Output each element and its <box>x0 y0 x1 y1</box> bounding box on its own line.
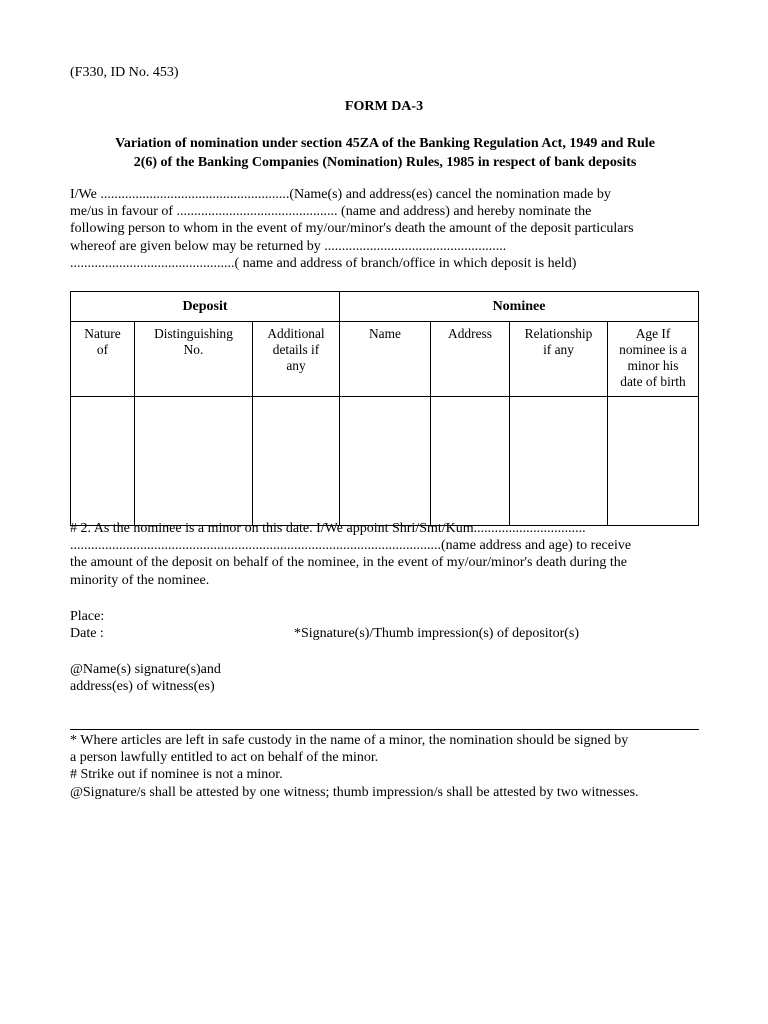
witness-line: @Name(s) signature(s)and <box>70 662 221 677</box>
footnote-line: # Strike out if nominee is not a minor. <box>70 767 283 783</box>
entry-nature-cell[interactable] <box>71 397 135 526</box>
entry-address-cell[interactable] <box>431 397 510 526</box>
footnote-line: @Signature/s shall be attested by one witness; thumb impression/s shall be attested by two witnesses. <box>70 784 639 800</box>
column-header-nature: Nature of <box>71 322 135 397</box>
paragraph-line: ..........................................................................................................(name address and age) to receive <box>70 538 632 554</box>
paragraph-line: the amount of the deposit on behalf of the nominee, in the event of my/our/minor's death during the <box>70 555 627 571</box>
guardian-paragraph <box>70 520 710 589</box>
heading-line: Variation of nomination under section 45ZA of the Banking Regulation Act, 1949 and Rule <box>115 136 655 151</box>
nominee-group-header: Nominee <box>340 292 699 322</box>
paragraph-line: I/We ......................................................(Name(s) and address(es) cancel the nomination made by <box>70 187 611 202</box>
entry-name-cell[interactable] <box>340 397 431 526</box>
deposit-nominee-table <box>70 291 699 526</box>
place-label: Place: <box>70 609 105 624</box>
column-header-distinguishing-no: Distinguishing No. <box>135 322 253 397</box>
nomination-paragraph <box>70 186 710 272</box>
form-heading <box>70 134 700 172</box>
footnotes <box>70 732 710 801</box>
witness-line: address(es) of witness(es) <box>70 679 215 694</box>
form-title: FORM DA-3 <box>344 99 424 114</box>
entry-additional-details-cell[interactable] <box>253 397 340 526</box>
deposit-group-header: Deposit <box>71 292 340 322</box>
paragraph-line: minority of the nominee. <box>70 572 210 588</box>
paragraph-line: following person to whom in the event of my/our/minor's death the amount of the deposit particulars <box>70 221 634 237</box>
column-header-address: Address <box>431 322 510 397</box>
column-header-name: Name <box>340 322 431 397</box>
paragraph-line: me/us in favour of .............................................. (name and address) and hereby nominate the <box>70 204 592 220</box>
table-group-header-row <box>71 292 699 322</box>
form-reference: (F330, ID No. 453) <box>70 65 179 80</box>
column-header-relationship: Relationship if any <box>510 322 608 397</box>
column-header-age: Age If nominee is a minor his date of birth <box>608 322 699 397</box>
footnote-divider <box>70 729 699 730</box>
entry-distinguishing-no-cell[interactable] <box>135 397 253 526</box>
paragraph-line: # 2. As the nominee is a minor on this date. I/We appoint Shri/Smt/Kum................................ <box>70 521 586 536</box>
heading-line: 2(6) of the Banking Companies (Nomination) Rules, 1985 in respect of bank deposits <box>133 155 637 170</box>
table-row <box>71 397 699 526</box>
entry-relationship-cell[interactable] <box>510 397 608 526</box>
footnote-line: * Where articles are left in safe custody in the name of a minor, the nomination should be signed by <box>70 733 629 748</box>
paragraph-line: ...............................................( name and address of branch/office in which deposit is held) <box>70 255 577 271</box>
signature-label: *Signature(s)/Thumb impression(s) of depositor(s) <box>294 626 580 641</box>
witness-label <box>70 661 221 695</box>
date-label: Date : <box>70 626 104 641</box>
column-header-additional-details: Additional details if any <box>253 322 340 397</box>
table-column-header-row <box>71 322 699 397</box>
entry-age-cell[interactable] <box>608 397 699 526</box>
paragraph-line: whereof are given below may be returned by .................................................... <box>70 238 507 254</box>
footnote-line: a person lawfully entitled to act on behalf of the minor. <box>70 750 379 766</box>
